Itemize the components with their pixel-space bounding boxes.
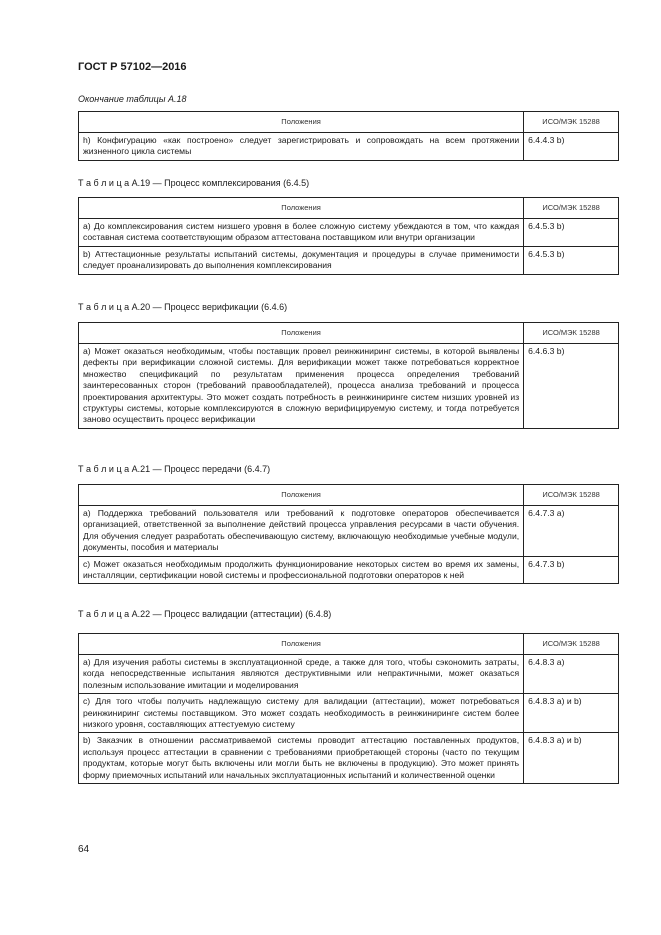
provision-text: h) Конфигурацию «как построено» следует зарегистрировать и сопровождать на всем протяжении жизненного цикла системы (79, 133, 524, 161)
provision-text: c) Может оказаться необходимым продолжить функционирование некоторых систем во время их замены, инсталляции, сертификации новой системы и профессиональной подготовки операторов к ней (79, 556, 524, 584)
iso-ref: 6.4.8.3 a) (524, 655, 619, 694)
col-header-provisions: Положения (79, 485, 524, 506)
table-a22-caption: Т а б л и ц а А.22 — Процесс валидации (аттестации) (6.4.8) (78, 609, 332, 619)
iso-ref: 6.4.5.3 b) (524, 246, 619, 274)
col-header-iso: ИСО/МЭК 15288 (524, 323, 619, 344)
table-a21-caption: Т а б л и ц а А.21 — Процесс передачи (6.4.7) (78, 464, 271, 474)
table-a18-caption: Окончание таблицы А.18 (78, 94, 187, 104)
provision-text: c) Для того чтобы получить надлежащую систему для валидации (аттестации), может потребоваться реинжиниринг системы поставщиком. Это может создать необходимость в реинжиниринге систем более низкого уровня, составляющих аттестуемую систему (79, 694, 524, 733)
col-header-iso: ИСО/МЭК 15288 (524, 485, 619, 506)
table-a20-caption: Т а б л и ц а А.20 — Процесс верификации (6.4.6) (78, 302, 288, 312)
col-header-iso: ИСО/МЭК 15288 (524, 634, 619, 655)
table-a20 (78, 322, 619, 429)
col-header-provisions: Положения (79, 323, 524, 344)
iso-ref: 6.4.8.3 a) и b) (524, 733, 619, 784)
col-header-provisions: Положения (79, 112, 524, 133)
iso-ref: 6.4.5.3 b) (524, 219, 619, 247)
col-header-provisions: Положения (79, 634, 524, 655)
table-a18 (78, 111, 619, 161)
table-a19-caption: Т а б л и ц а А.19 — Процесс комплексирования (6.4.5) (78, 178, 310, 188)
provision-text: a) Может оказаться необходимым, чтобы поставщик провел реинжиниринг системы, в которой выявлены дефекты при верификации сложной системы. Для верификации может также потребоваться корректное множество спецификаций по результатам применения процесса определения требований заинтересованных сторон (требований правообладателей), процесса анализа требований и процесса проектирования архитектуры. Это может создать потребность в реинжиниринге систем низших уровней из структуры системы, которые комплексируются в сложную верифицируемую систему, и тогда потребуется заново осуществить процесс верификации (79, 344, 524, 429)
document-header: ГОСТ Р 57102—2016 (78, 61, 187, 73)
table-row (79, 694, 619, 733)
provision-text: a) Для изучения работы системы в эксплуатационной среде, а также для того, чтобы сэкономить затраты, когда непосредственные испытания являются деструктивными или непрактичными, может оказаться полезным использование имитации и моделирования (79, 655, 524, 694)
col-header-provisions: Положения (79, 198, 524, 219)
table-a21 (78, 484, 619, 584)
table-row (79, 219, 619, 247)
table-a22 (78, 633, 619, 784)
col-header-iso: ИСО/МЭК 15288 (524, 112, 619, 133)
iso-ref: 6.4.4.3 b) (524, 133, 619, 161)
table-row (79, 556, 619, 584)
provision-text: b) Заказчик в отношении рассматриваемой системы проводит аттестацию поставленных продуктов, используя процесс аттестации в сравнении с требованиями приобретающей стороны (часто по текущим продуктам, которые могут быть включены или могли быть не включены в продукцию). Это может принять форму приемочных испытаний или начальных эксплуатационных испытаний и количественной оценки (79, 733, 524, 784)
provision-text: a) До комплексирования систем низшего уровня в более сложную систему убеждаются в том, что каждая составная система соответствующим образом аттестована поставщиком или внутри организации (79, 219, 524, 247)
table-row (79, 506, 619, 557)
iso-ref: 6.4.6.3 b) (524, 344, 619, 429)
provision-text: a) Поддержка требований пользователя или требований к подготовке операторов обеспечивается организацией, ответственной за выполнение действий процесса управления ресурсами в части обучения. Для обучения следует разработать обеспечивающую систему, включающую необходимые учебные модули, документы, пособия и материалы (79, 506, 524, 557)
table-a19 (78, 197, 619, 275)
table-row (79, 733, 619, 784)
table-row (79, 655, 619, 694)
page-number: 64 (78, 844, 90, 855)
iso-ref: 6.4.7.3 a) (524, 506, 619, 557)
table-row (79, 133, 619, 161)
iso-ref: 6.4.8.3 a) и b) (524, 694, 619, 733)
table-row (79, 344, 619, 429)
col-header-iso: ИСО/МЭК 15288 (524, 198, 619, 219)
table-row (79, 246, 619, 274)
iso-ref: 6.4.7.3 b) (524, 556, 619, 584)
provision-text: b) Аттестационные результаты испытаний системы, документация и процедуры в случае применимости следует проанализировать до выполнения комплексирования (79, 246, 524, 274)
